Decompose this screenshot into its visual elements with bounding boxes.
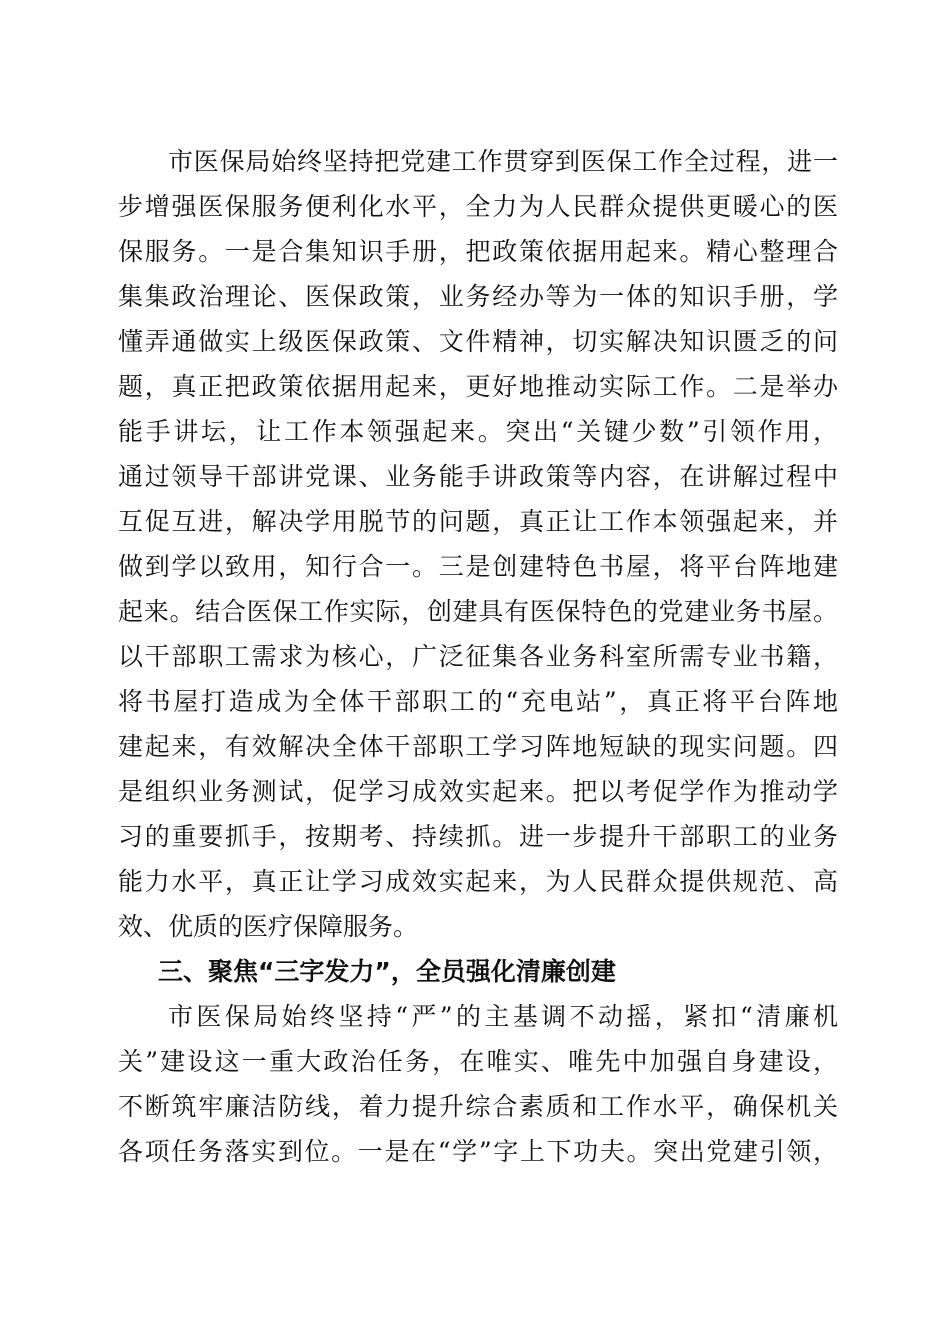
paragraph-1-line: 以干部职工需求为核心，广泛征集各业务科室所需专业书籍， (118, 642, 838, 671)
paragraph-1-line: 保服务。一是合集知识手册，把政策依据用起来。精心整理合 (118, 237, 838, 266)
paragraph-1-line: 做到学以致用，知行合一。三是创建特色书屋，将平台阵地建 (118, 552, 838, 581)
paragraph-1-line: 将书屋打造成为全体干部职工的“充电站”，真正将平台阵地 (118, 687, 838, 716)
paragraph-1-line: 建起来，有效解决全体干部职工学习阵地短缺的现实问题。四 (118, 732, 838, 761)
paragraph-2-line: 不断筑牢廉洁防线，着力提升综合素质和工作水平，确保机关 (118, 1092, 838, 1121)
paragraph-1-line: 步增强医保服务便利化水平，全力为人民群众提供更暖心的医 (118, 192, 838, 221)
paragraph-1-line: 互促互进，解决学用脱节的问题，真正让工作本领强起来，并 (118, 507, 838, 536)
paragraph-1-line: 懂弄通做实上级医保政策、文件精神，切实解决知识匮乏的问 (118, 327, 838, 356)
paragraph-1-line: 题，真正把政策依据用起来，更好地推动实际工作。二是举办 (118, 372, 838, 401)
paragraph-2-line: 关”建设这一重大政治任务，在唯实、唯先中加强自身建设， (118, 1047, 838, 1076)
paragraph-1-line: 集集政治理论、医保政策，业务经办等为一体的知识手册，学 (118, 282, 838, 311)
paragraph-1-line: 是组织业务测试，促学习成效实起来。把以考促学作为推动学 (118, 777, 838, 806)
section-heading-3: 三、聚焦“三字发力”，全员强化清廉创建 (158, 957, 616, 986)
paragraph-1-line: 习的重要抓手，按期考、持续抓。进一步提升干部职工的业务 (118, 822, 838, 851)
paragraph-1-line: 能手讲坛，让工作本领强起来。突出“关键少数”引领作用， (118, 417, 838, 446)
paragraph-1-line: 起来。结合医保工作实际，创建具有医保特色的党建业务书屋。 (118, 597, 838, 626)
paragraph-1-line: 市医保局始终坚持把党建工作贯穿到医保工作全过程，进一 (168, 147, 838, 176)
paragraph-1-line: 效、优质的医疗保障服务。 (118, 912, 419, 941)
paragraph-2-line: 各项任务落实到位。一是在“学”字上下功夫。突出党建引领， (118, 1137, 838, 1166)
paragraph-1-line: 能力水平，真正让学习成效实起来，为人民群众提供规范、高 (118, 867, 838, 896)
paragraph-1-line: 通过领导干部讲党课、业务能手讲政策等内容，在讲解过程中 (118, 462, 838, 491)
paragraph-2-line: 市医保局始终坚持“严”的主基调不动摇，紧扣“清廉机 (168, 1002, 838, 1031)
